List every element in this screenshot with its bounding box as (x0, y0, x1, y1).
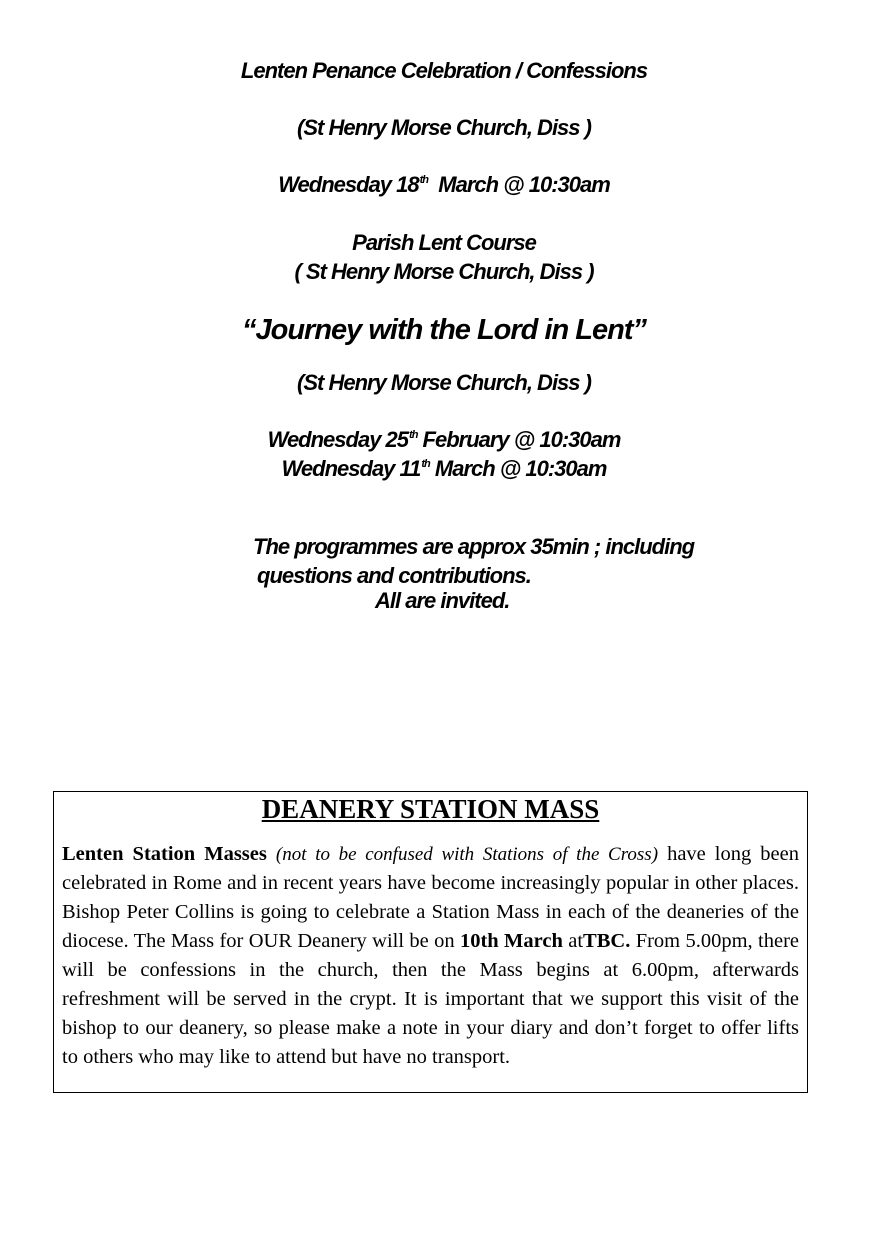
programme-info-line-2: questions and contributions. (257, 563, 531, 588)
station-mass-heading: DEANERY STATION MASS (261, 794, 600, 824)
penance-date (0, 171, 876, 199)
all-invited: All are invited. (375, 588, 510, 613)
programme-info-line-1: The programmes are approx 35min ; including (253, 534, 695, 559)
penance-location: (St Henry Morse Church, Diss ) (297, 115, 591, 140)
penance-date-sup: th (419, 174, 429, 186)
station-mass-text-3: From 5.00pm, there will be confessions in the church, then the Mass begins at 6.00pm, afterwards refreshment will be served in the crypt. It is important that we support this visit of the bishop to our deanery, so please make a note in your diary and don’t forget to offer lifts to others who may like to attend but have no transport. (62, 930, 799, 1068)
session-date-1-suffix: February @ 10:30am (417, 427, 621, 452)
penance-date-suffix: March @ 10:30am (428, 172, 610, 197)
session-date-2-sup: th (421, 458, 430, 470)
session-date-2-prefix: Wednesday 11 (281, 456, 421, 481)
lent-course-title: Parish Lent Course (352, 230, 536, 255)
session-date-1-sup: th (409, 429, 418, 441)
penance-date-prefix: Wednesday 18 (278, 172, 419, 197)
session-date-1 (0, 426, 876, 454)
lent-course-location: ( St Henry Morse Church, Diss ) (294, 259, 594, 284)
lent-course-theme: “Journey with the Lord in Lent” (242, 314, 646, 346)
penance-title: Lenten Penance Celebration / Confessions (240, 58, 648, 83)
station-mass-text-2: at (562, 930, 584, 952)
station-mass-text-1: have long been celebrated in Rome and in recent years have become increasingly popular in other places. Bishop Peter Collins is going to celebrate a Station Mass in each of the deaneries of the diocese. The Mass for OUR Deanery will be on (62, 843, 799, 952)
station-mass-time: TBC. (583, 930, 631, 952)
station-mass-note: (not to be confused with Stations of the Cross) (275, 844, 659, 865)
lent-course-location-2: (St Henry Morse Church, Diss ) (297, 370, 591, 395)
station-mass-box (53, 791, 808, 1093)
session-date-2 (0, 455, 876, 483)
session-date-2-suffix: March @ 10:30am (429, 456, 607, 481)
station-mass-text (62, 840, 799, 1072)
session-date-1-prefix: Wednesday 25 (267, 427, 409, 452)
station-mass-date: 10th March (459, 930, 563, 952)
station-mass-intro: Lenten Station Masses (62, 843, 267, 865)
